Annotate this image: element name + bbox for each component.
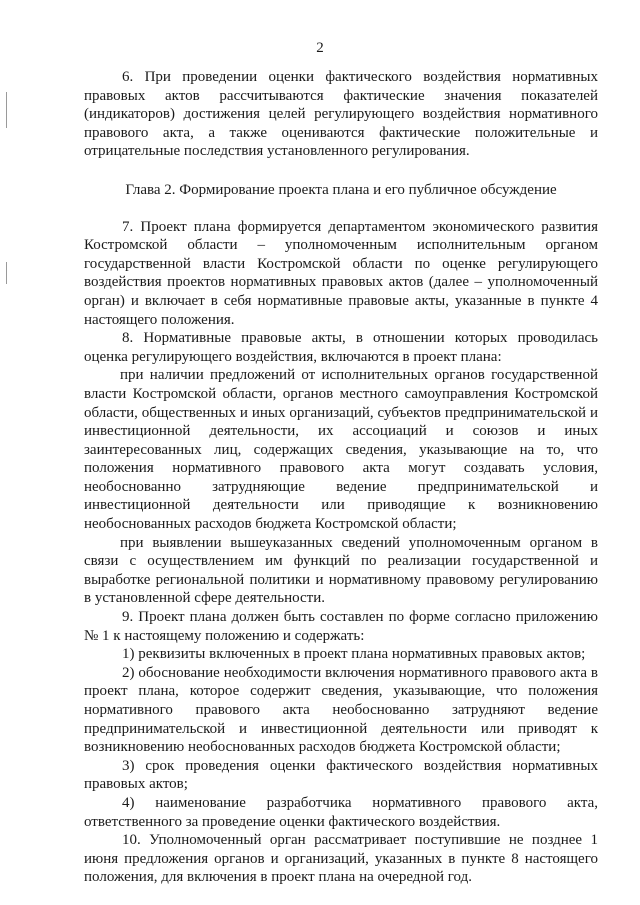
paragraph-7: 7. Проект плана формируется департаментом экономического развития Костромской области – уполномоченным исполнительным органом государственной власти Костромской области по оценке регулирующего воздействия проектов нормативных правовых актов (далее – уполномоченный орган) и включает в себя нормативные правовые акты, указанные в пункте 4 настоящего положения. xyxy=(84,218,598,328)
paragraph-9-item-2: 2) обоснование необходимости включения нормативного правового акта в проект плана, которое содержит сведения, указывающие, что положения нормативного правового акта необоснованно затрудняют ведение предпринимательской и инвестиционной деятельности или приводят к возникновению необоснованных расходов бюджета Костромской области; xyxy=(84,664,598,756)
paragraph-9-item-3: 3) срок проведения оценки фактического воздействия нормативных правовых актов; xyxy=(84,757,598,793)
chapter-title: Глава 2. Формирование проекта плана и его публичное обсуждение xyxy=(125,181,557,198)
left-margin-mark xyxy=(6,92,7,128)
paragraph-9-item-4: 4) наименование разработчика нормативного правового акта, ответственного за проведение оценки фактического воздействия. xyxy=(84,794,598,830)
paragraph-10: 10. Уполномоченный орган рассматривает поступившие не позднее 1 июня предложения органов и организаций, указанных в пункте 8 настоящего положения, для включения в проект плана на очередной год. xyxy=(84,832,598,886)
paragraph-9: 9. Проект плана должен быть составлен по форме согласно приложению № 1 к настоящему положению и содержать: xyxy=(84,609,598,644)
paragraph-8: 8. Нормативные правовые акты, в отношении которых проводилась оценка регулирующего воздействия, включаются в проект плана: xyxy=(84,330,598,365)
paragraph-8-subitem-2: при выявлении вышеуказанных сведений уполномоченным органом в связи с осуществлением им функций по реализации государственной и выработке региональной политики и нормативному правовому регулированию в установленной сфере деятельности. xyxy=(84,534,598,607)
left-margin-mark xyxy=(6,262,7,284)
paragraph-8-subitem-1: при наличии предложений от исполнительных органов государственной власти Костромской области, органов местного самоуправления Костромской области, общественных и иных организаций, субъектов предпринимательской и инвестиционной деятельности, их ассоциаций и союзов и иных заинтересованных лиц, содержащих сведения, указывающие на то, что положения нормативного правового акта могут создавать условия, необоснованно затрудняющие ведение предпринимательской и инвестиционной деятельности или приводящие к возникновению необоснованных расходов бюджета Костромской области; xyxy=(84,367,598,533)
page-number: 2 xyxy=(316,40,324,56)
document-body xyxy=(84,68,598,887)
paragraph-9-item-1: 1) реквизиты включенных в проект плана нормативных правовых актов; xyxy=(122,646,586,663)
paragraph-6: 6. При проведении оценки фактического воздействия нормативных правовых актов рассчитываются фактические значения показателей (индикаторов) достижения целей регулирующего воздействия нормативного правового акта, а также оцениваются фактические положительные и отрицательные последствия установленного регулирования. xyxy=(84,69,598,160)
